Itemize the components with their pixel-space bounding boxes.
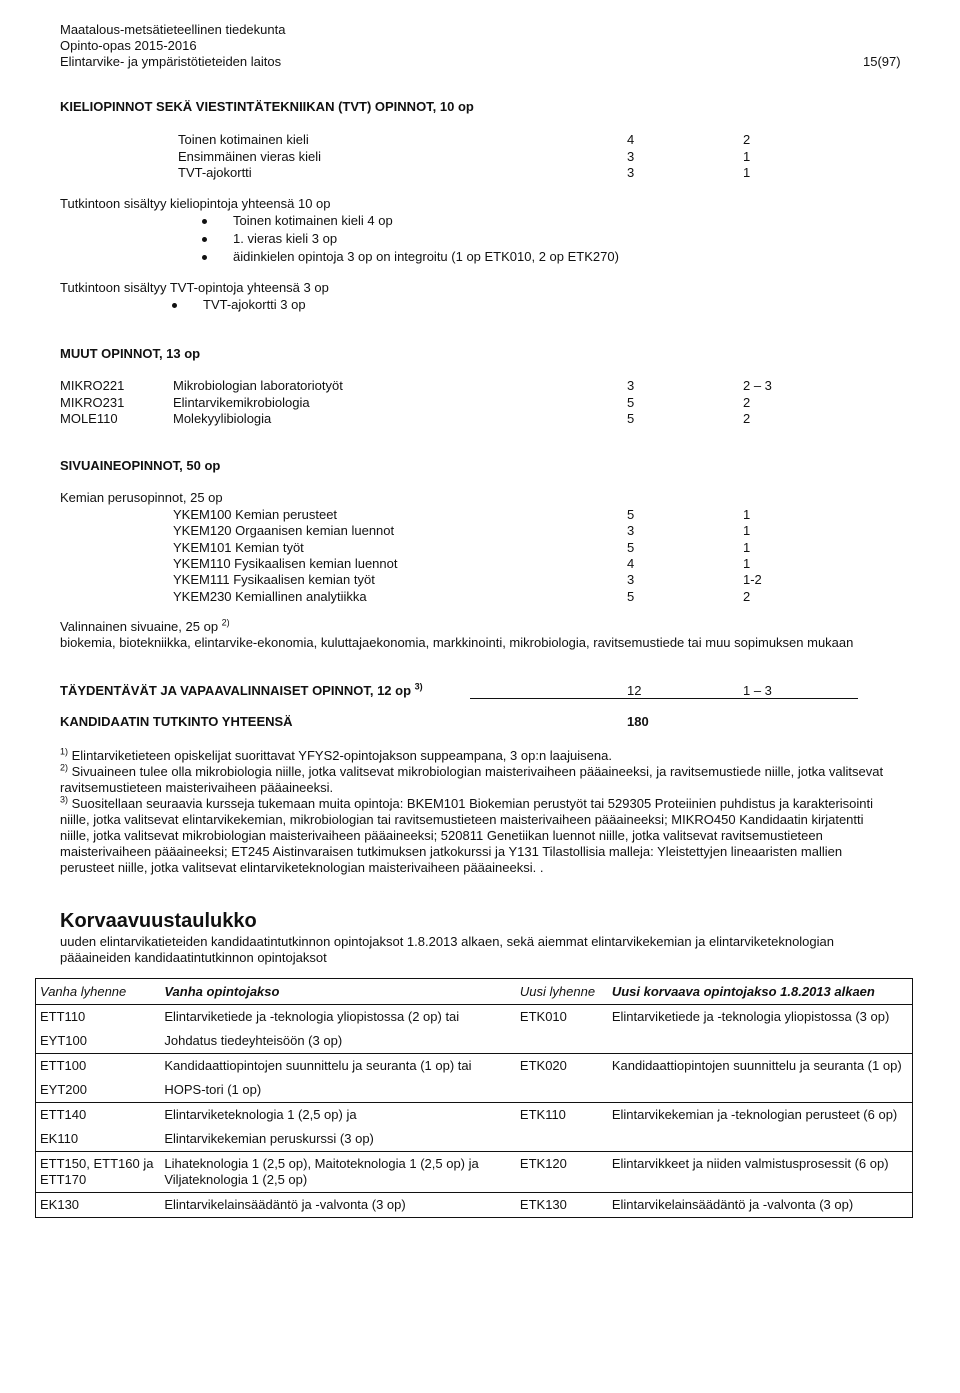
footnote (60, 764, 890, 796)
table-row (36, 1054, 913, 1079)
column-header: Uusi lyhenne (519, 984, 596, 999)
table-cell (608, 1029, 913, 1054)
table-cell (608, 1078, 913, 1103)
course-year: 1 (743, 555, 751, 571)
page-number: 15(97) (863, 54, 901, 69)
taydentavat-underline (470, 698, 858, 699)
course-year: 1-2 (743, 572, 762, 588)
table-row (36, 1005, 913, 1030)
table-cell: ETK120 (516, 1152, 608, 1193)
course-credits: 5 (627, 539, 635, 555)
course-year: 1 (743, 539, 751, 555)
kandidaatti-label: KANDIDAATIN TUTKINTO YHTEENSÄ (60, 714, 293, 729)
valinnainen-label: Valinnainen sivuaine, 25 op (60, 619, 219, 634)
footnote-mark: 3) (414, 681, 423, 692)
korvaavuus-intro: uuden elintarvikatieteiden kandidaatintutkinnon opintojaksot 1.8.2013 alkaen, sekä aiemmat elintarvikekemian ja elintarviketeknologian pääaineiden kandidaatintutkinnon opintojaksot (60, 934, 834, 965)
course-credits: 3 (627, 523, 635, 539)
table-cell (516, 1127, 608, 1152)
table-cell: Elintarvikkeet ja niiden valmistusprosessit (6 op) (608, 1152, 913, 1193)
table-row (36, 1152, 913, 1193)
footnote-mark: 3) (60, 794, 69, 805)
course-name: YKEM100 Kemian perusteet (173, 507, 338, 522)
table-cell (516, 1029, 608, 1054)
course-credits: 5 (627, 588, 635, 604)
bullet-icon (202, 237, 207, 242)
table-cell: ETT110 (36, 1005, 161, 1030)
table-cell: Elintarvikelainsäädäntö ja -valvonta (3 op) (608, 1193, 913, 1218)
taydentavat-year: 1 – 3 (743, 683, 772, 698)
kieliopinnot-total: Tutkintoon sisältyy kieliopintoja yhteensä 10 op (60, 196, 331, 211)
valinnainen-heading (60, 619, 230, 635)
course-code: MOLE110 (60, 411, 118, 426)
table-cell: Elintarviketeknologia 1 (2,5 op) ja (160, 1103, 516, 1128)
footnote-text: Elintarviketieteen opiskelijat suorittavat YFYS2-opintojakson suppeampana, 3 op:n laajuisena. (68, 748, 612, 763)
course-credits: 3 (627, 165, 635, 180)
table-row (36, 1127, 913, 1152)
table-row (36, 1103, 913, 1128)
table-cell: ETT150, ETT160 ja ETT170 (36, 1152, 161, 1193)
course-credits: 3 (627, 148, 635, 164)
table-row (36, 1078, 913, 1103)
bullet-item: 1. vieras kieli 3 op (233, 231, 338, 246)
table-cell: ETK130 (516, 1193, 608, 1218)
course-year: 2 (743, 588, 751, 604)
section-heading-muut: MUUT OPINNOT, 13 op (60, 346, 201, 361)
correspondence-table (35, 978, 913, 1218)
footnote-mark: 2) (60, 762, 69, 773)
table-cell: Kandidaattiopintojen suunnittelu ja seuranta (1 op) tai (160, 1054, 516, 1079)
course-name: Ensimmäinen vieras kieli (178, 148, 322, 164)
course-name: YKEM111 Fysikaalisen kemian työt (173, 572, 375, 588)
table-cell: Johdatus tiedeyhteisöön (3 op) (164, 1033, 343, 1048)
course-name: Mikrobiologian laboratoriotyöt (173, 378, 343, 393)
column-header: Vanha lyhenne (40, 984, 127, 999)
kandidaatti-op: 180 (627, 714, 649, 729)
footnote (60, 748, 890, 764)
faculty-name: Maatalous-metsätieteellinen tiedekunta (60, 22, 286, 37)
table-cell: ETT100 (36, 1054, 161, 1079)
footnote-text: Sivuaineen tulee olla mikrobiologia niille, jotka valitsevat mikrobiologian maisterivaiheen pääaineeksi, ja ravitsemustiede niille, jotka valitsevat ravitsemustieteen maisterivaiheen pääaineeksi. (60, 764, 884, 795)
course-credits: 4 (627, 132, 635, 147)
bullet-icon (202, 255, 207, 260)
table-cell (608, 1127, 913, 1152)
table-cell: EK110 (40, 1131, 79, 1146)
taydentavat-label (60, 683, 423, 699)
table-cell: ETK010 (516, 1005, 608, 1030)
table-cell: EK130 (36, 1193, 161, 1218)
table-header-row (36, 979, 913, 1005)
table-cell: ETK110 (516, 1103, 608, 1128)
taydentavat-text: TÄYDENTÄVÄT JA VAPAAVALINNAISET OPINNOT, 12 op (60, 683, 412, 698)
course-credits: 3 (627, 378, 635, 393)
table-cell: EYT100 (40, 1033, 87, 1048)
table-cell: Elintarvikekemian ja -teknologian perusteet (6 op) (608, 1103, 913, 1128)
table-row (36, 1029, 913, 1054)
course-name: TVT-ajokortti (178, 165, 252, 180)
course-year: 2 (743, 394, 751, 410)
tvt-total: Tutkintoon sisältyy TVT-opintoja yhteensä 3 op (60, 280, 329, 295)
bullet-item: Toinen kotimainen kieli 4 op (233, 213, 393, 228)
table-cell: ETK020 (516, 1054, 608, 1079)
footnote-text: Suositellaan seuraavia kursseja tukemaan muita opintoja: BKEM101 Biokemian perustyöt tai 529305 Proteiinien puhdistus ja karakterisointi niille, jotka valitsevat elintarvikekemian, mikrobiologian tai ravitsemustieteen maisterivaiheen pääaineeksi; MIKRO450 Kandidaatin kirjatentti niille, jotka valitsevat mikrobiologian maisterivaiheen pääaineeksi; 520811 Genetiikan luennot niille, jotka valitsevat ravitsemustieteen maisterivaiheen pääaineeksi; ET245 Aistinvaraisen tutkimuksen jatkokurssi ja Y131 Tilastollisia malleja: Yleistettyjen lineaaristen mallien perusteet niille, jotka valitsevat elintarviketeknologian maisterivaiheen pääaineeksi. . (60, 796, 874, 875)
course-year: 1 (743, 507, 751, 522)
course-credits: 3 (627, 572, 635, 588)
bullet-icon (172, 303, 177, 308)
kemia-heading: Kemian perusopinnot, 25 op (60, 490, 223, 505)
table-row (36, 1193, 913, 1218)
table-cell: ETT140 (36, 1103, 161, 1128)
column-header: Uusi korvaava opintojakso 1.8.2013 alkaen (611, 984, 875, 999)
section-heading-sivuaine: SIVUAINEOPINNOT, 50 op (60, 458, 221, 473)
course-year: 2 (743, 132, 751, 147)
course-name: Molekyylibiologia (173, 411, 272, 426)
column-header: Vanha opintojakso (164, 984, 280, 999)
course-name: YKEM120 Orgaanisen kemian luennot (173, 523, 395, 539)
course-name: Toinen kotimainen kieli (178, 132, 309, 147)
table-cell: Kandidaattiopintojen suunnittelu ja seuranta (1 op) (608, 1054, 913, 1079)
korvaavuus-title: Korvaavuustaulukko (60, 910, 257, 932)
table-cell: Elintarviketiede ja -teknologia yliopistossa (2 op) tai (160, 1005, 516, 1030)
course-credits: 5 (627, 507, 635, 522)
course-credits: 5 (627, 394, 635, 410)
bullet-item: äidinkielen opintoja 3 op on integroitu (1 op ETK010, 2 op ETK270) (233, 249, 619, 264)
course-credits: 5 (627, 411, 635, 426)
course-year: 1 (743, 148, 751, 164)
course-code: MIKRO231 (60, 394, 125, 410)
course-name: Elintarvikemikrobiologia (173, 394, 310, 410)
course-year: 1 (743, 165, 751, 180)
table-cell: Elintarvikekemian peruskurssi (3 op) (164, 1131, 374, 1146)
course-name: YKEM101 Kemian työt (173, 539, 304, 555)
footnote-mark: 2) (221, 617, 230, 628)
bullet-item: TVT-ajokortti 3 op (203, 297, 306, 312)
course-year: 2 (743, 411, 751, 426)
course-code: MIKRO221 (60, 378, 125, 393)
course-name: YKEM230 Kemiallinen analytiikka (173, 588, 367, 604)
footnotes (60, 748, 890, 876)
guide-title: Opinto-opas 2015-2016 (60, 38, 197, 53)
course-name: YKEM110 Fysikaalisen kemian luennot (173, 555, 398, 571)
course-year: 2 – 3 (743, 378, 772, 393)
table-cell: Elintarviketiede ja -teknologia yliopistossa (3 op) (608, 1005, 913, 1030)
bullet-icon (202, 219, 207, 224)
course-year: 1 (743, 523, 751, 539)
table-cell: Lihateknologia 1 (2,5 op), Maitoteknologia 1 (2,5 op) ja Viljateknologia 1 (2,5 op) (160, 1152, 516, 1193)
taydentavat-op: 12 (627, 683, 642, 698)
footnote-mark: 1) (60, 746, 69, 757)
footnote (60, 796, 890, 876)
course-credits: 4 (627, 555, 635, 571)
section-heading-kieliopinnot: KIELIOPINNOT SEKÄ VIESTINTÄTEKNIIKAN (TVT) OPINNOT, 10 op (60, 99, 474, 114)
table-cell: HOPS-tori (1 op) (164, 1082, 262, 1097)
table-cell: Elintarvikelainsäädäntö ja -valvonta (3 op) (160, 1193, 516, 1218)
department-name: Elintarvike- ja ympäristötieteiden laitos (60, 54, 282, 69)
table-cell: EYT200 (40, 1082, 87, 1097)
table-cell (516, 1078, 608, 1103)
valinnainen-text: biokemia, biotekniikka, elintarvike-ekonomia, kuluttajaekonomia, markkinointi, mikrobiologia, ravitsemustiede tai muu sopimuksen mukaan (60, 635, 854, 650)
